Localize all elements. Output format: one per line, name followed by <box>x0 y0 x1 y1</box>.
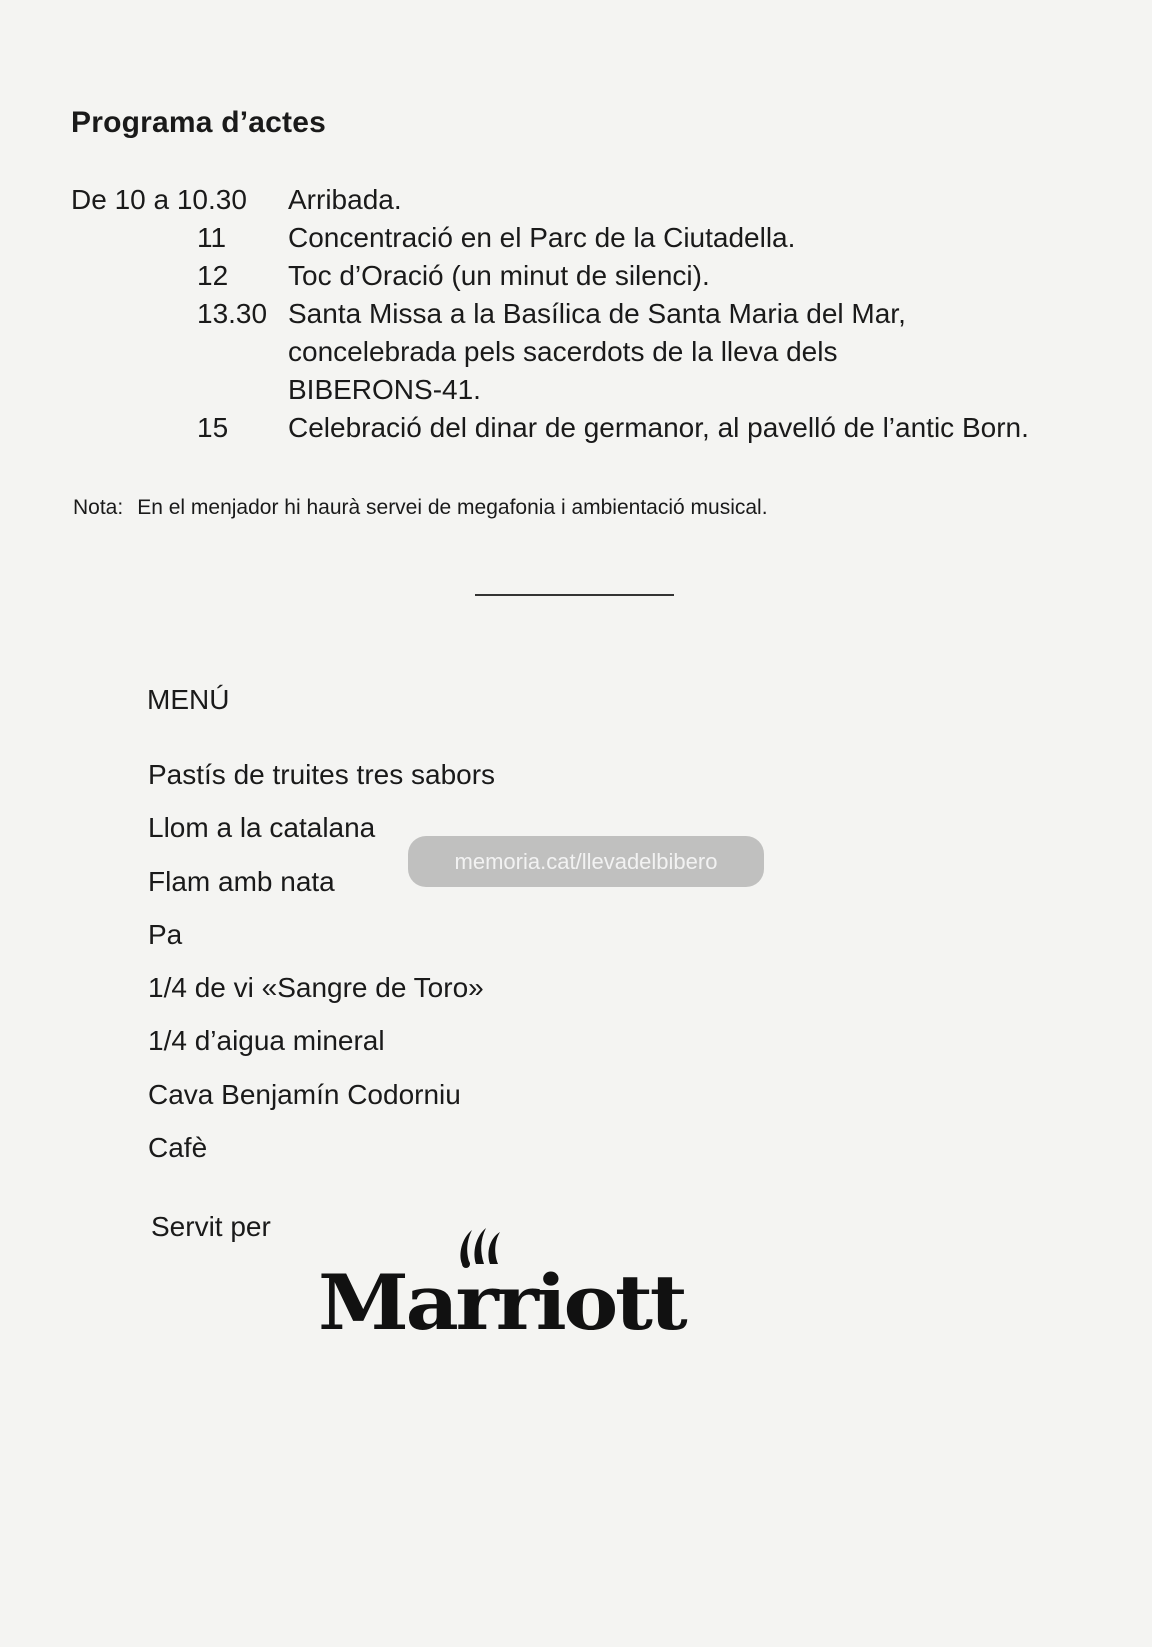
menu-item: 1/4 de vi «Sangre de Toro» <box>148 972 484 1004</box>
schedule-time: 11 <box>197 222 227 253</box>
schedule-row <box>71 409 1141 447</box>
marriott-logo-text: Marriott <box>318 1258 685 1347</box>
menu-item: Pastís de truites tres sabors <box>148 759 496 790</box>
note-text: En el menjador hi haurà servei de megafonia i ambientació musical. <box>137 496 768 519</box>
marriott-logo <box>318 1224 685 1349</box>
menu-item: 1/4 d’aigua mineral <box>148 1025 385 1057</box>
section-divider <box>475 594 674 596</box>
menu-item: Cava Benjamín Codorniu <box>148 1078 461 1110</box>
schedule-time: 12 <box>197 260 229 291</box>
served-by-label: Servit per <box>151 1211 271 1242</box>
menu-item: Pa <box>148 918 183 950</box>
schedule-row <box>71 181 1141 219</box>
schedule-row <box>71 257 1141 295</box>
schedule-time: 13.30 <box>197 298 268 329</box>
schedule-row <box>71 219 1141 257</box>
menu-item: Cafè <box>148 1132 208 1164</box>
menu-list <box>148 756 495 1182</box>
watermark-badge: memoria.cat/llevadelbibero <box>408 836 764 887</box>
schedule-event: Concentració en el Parc de la Ciutadella. <box>288 222 796 253</box>
menu-title: MENÚ <box>147 684 230 715</box>
schedule-event: Santa Missa a la Basílica de Santa Maria del Mar, concelebrada pels sacerdots de la lleva dels BIBERONS-41. <box>288 298 906 405</box>
schedule-event: Toc d’Oració (un minut de silenci). <box>288 260 710 291</box>
schedule-time: 15 <box>197 412 229 443</box>
schedule-row <box>71 295 1141 409</box>
menu-item: Llom a la catalana <box>148 812 376 844</box>
program-title: Programa d’actes <box>71 106 326 139</box>
schedule-event: Celebració del dinar de germanor, al pavelló de l’antic Born. <box>288 412 1029 443</box>
program-schedule <box>71 181 1141 447</box>
schedule-time: De 10 a 10.30 <box>71 184 247 215</box>
note-label: Nota: <box>73 496 124 519</box>
schedule-event: Arribada. <box>288 184 402 215</box>
menu-item: Flam amb nata <box>148 865 335 897</box>
program-note <box>73 496 768 520</box>
